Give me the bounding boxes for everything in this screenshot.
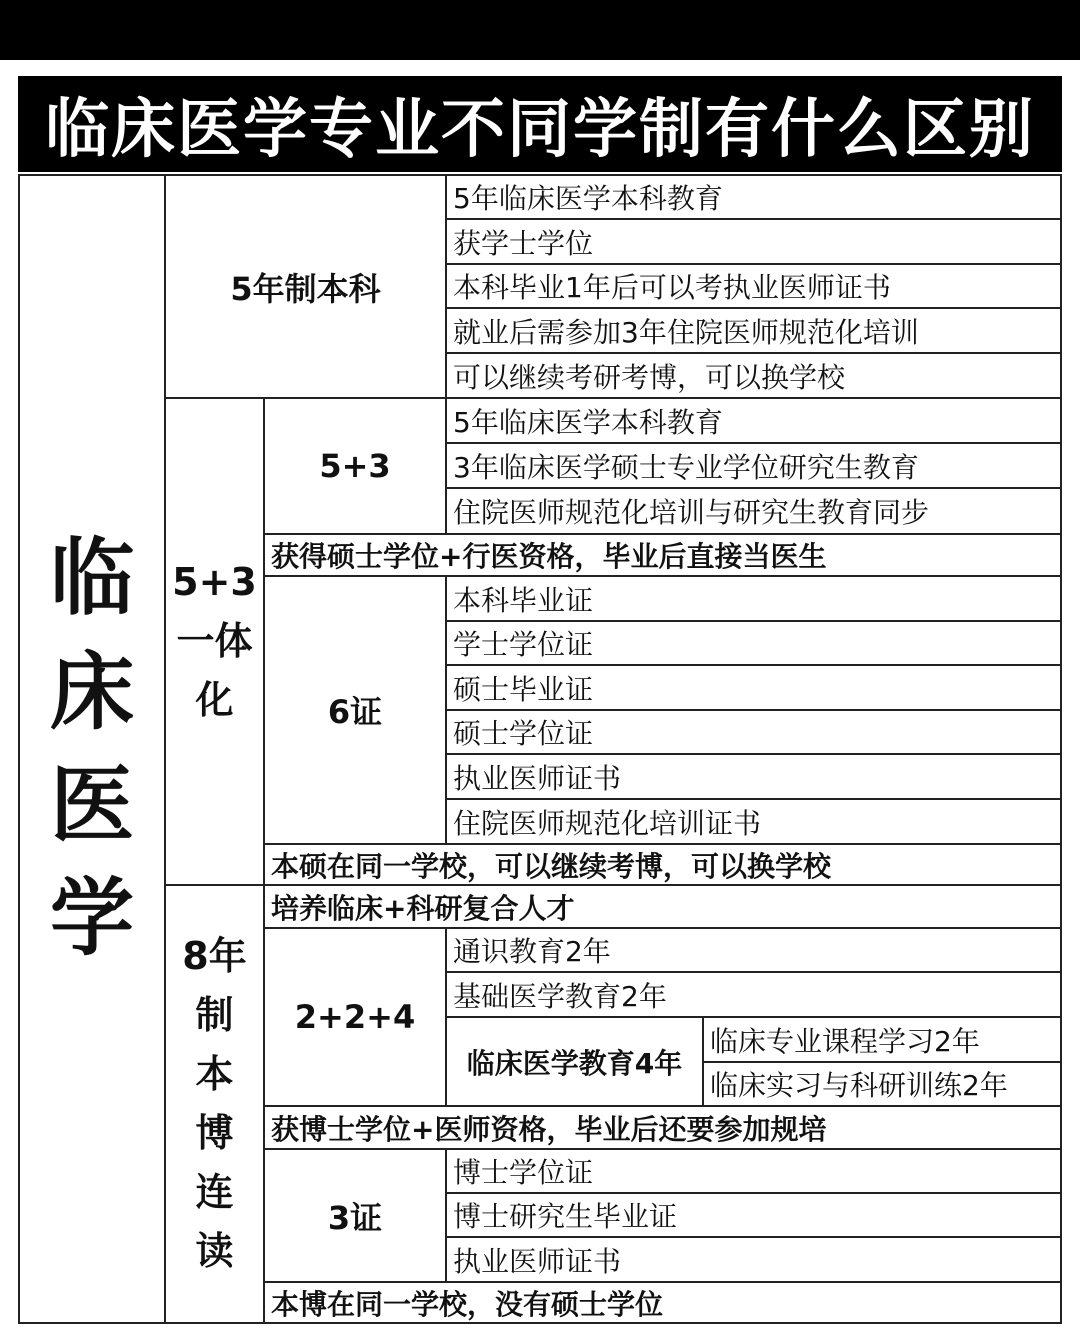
- five-year-item: 本科毕业1年后可以考执业医师证书: [445, 263, 1062, 309]
- major-cell: [18, 174, 166, 1324]
- eight-year-structure-item: 通识教育2年: [445, 927, 1062, 973]
- five-three-cert: 硕士毕业证: [445, 664, 1062, 711]
- eight-year-structure-item: 基础医学教育2年: [445, 971, 1062, 1018]
- five-three-label: [164, 397, 265, 886]
- five-three-cert: 执业医师证书: [445, 753, 1062, 800]
- eight-year-label-text: 8年 制 本 博 连 读: [182, 934, 247, 1273]
- eight-year-cert: 博士学位证: [445, 1148, 1062, 1194]
- five-three-item: 住院医师规范化培训与研究生教育同步: [445, 487, 1062, 535]
- five-three-note: 本硕在同一学校，可以继续考博，可以换学校: [263, 843, 1062, 886]
- eight-year-clinical-label: 临床医学教育4年: [445, 1016, 704, 1107]
- eight-year-cert: 执业医师证书: [445, 1236, 1062, 1283]
- eight-year-goal: 培养临床+科研复合人才: [263, 884, 1062, 929]
- major-label: 临 床 医 学: [49, 529, 134, 968]
- five-three-label-line: 化: [195, 677, 234, 722]
- eight-year-clinical-item: 临床专业课程学习2年: [702, 1016, 1062, 1063]
- five-year-item: 可以继续考研考博，可以换学校: [445, 352, 1062, 399]
- five-three-cert: 学士学位证: [445, 620, 1062, 666]
- eight-year-clinical-item: 临床实习与科研训练2年: [702, 1061, 1062, 1107]
- eight-year-summary: 获博士学位+医师资格，毕业后还要参加规培: [263, 1105, 1062, 1150]
- top-dark-bar: [0, 0, 1080, 60]
- five-three-item: 5年临床医学本科教育: [445, 397, 1062, 444]
- eight-year-note: 本博在同一学校，没有硕士学位: [263, 1281, 1062, 1324]
- eight-year-label: [164, 884, 265, 1324]
- five-year-item: 获学士学位: [445, 218, 1062, 265]
- eight-year-cert: 博士研究生毕业证: [445, 1192, 1062, 1238]
- five-three-summary: 获得硕士学位+行医资格，毕业后直接当医生: [263, 533, 1062, 577]
- page-title: 临床医学专业不同学制有什么区别: [18, 76, 1062, 172]
- five-year-item: 5年临床医学本科教育: [445, 174, 1062, 220]
- eight-year-cert-label: 3证: [263, 1148, 447, 1283]
- five-three-label-line: 5+3: [172, 560, 257, 605]
- five-year-item: 就业后需参加3年住院医师规范化培训: [445, 307, 1062, 354]
- five-three-sub-label: 5+3: [263, 397, 447, 535]
- five-three-cert: 硕士学位证: [445, 709, 1062, 755]
- five-three-cert-label: 6证: [263, 575, 447, 845]
- five-three-cert: 住院医师规范化培训证书: [445, 798, 1062, 845]
- five-three-label-line: 一体: [176, 619, 253, 664]
- five-year-label: 5年制本科: [164, 174, 447, 399]
- five-three-cert: 本科毕业证: [445, 575, 1062, 622]
- five-three-item: 3年临床医学硕士专业学位研究生教育: [445, 442, 1062, 489]
- eight-year-structure-label: 2+2+4: [263, 927, 447, 1107]
